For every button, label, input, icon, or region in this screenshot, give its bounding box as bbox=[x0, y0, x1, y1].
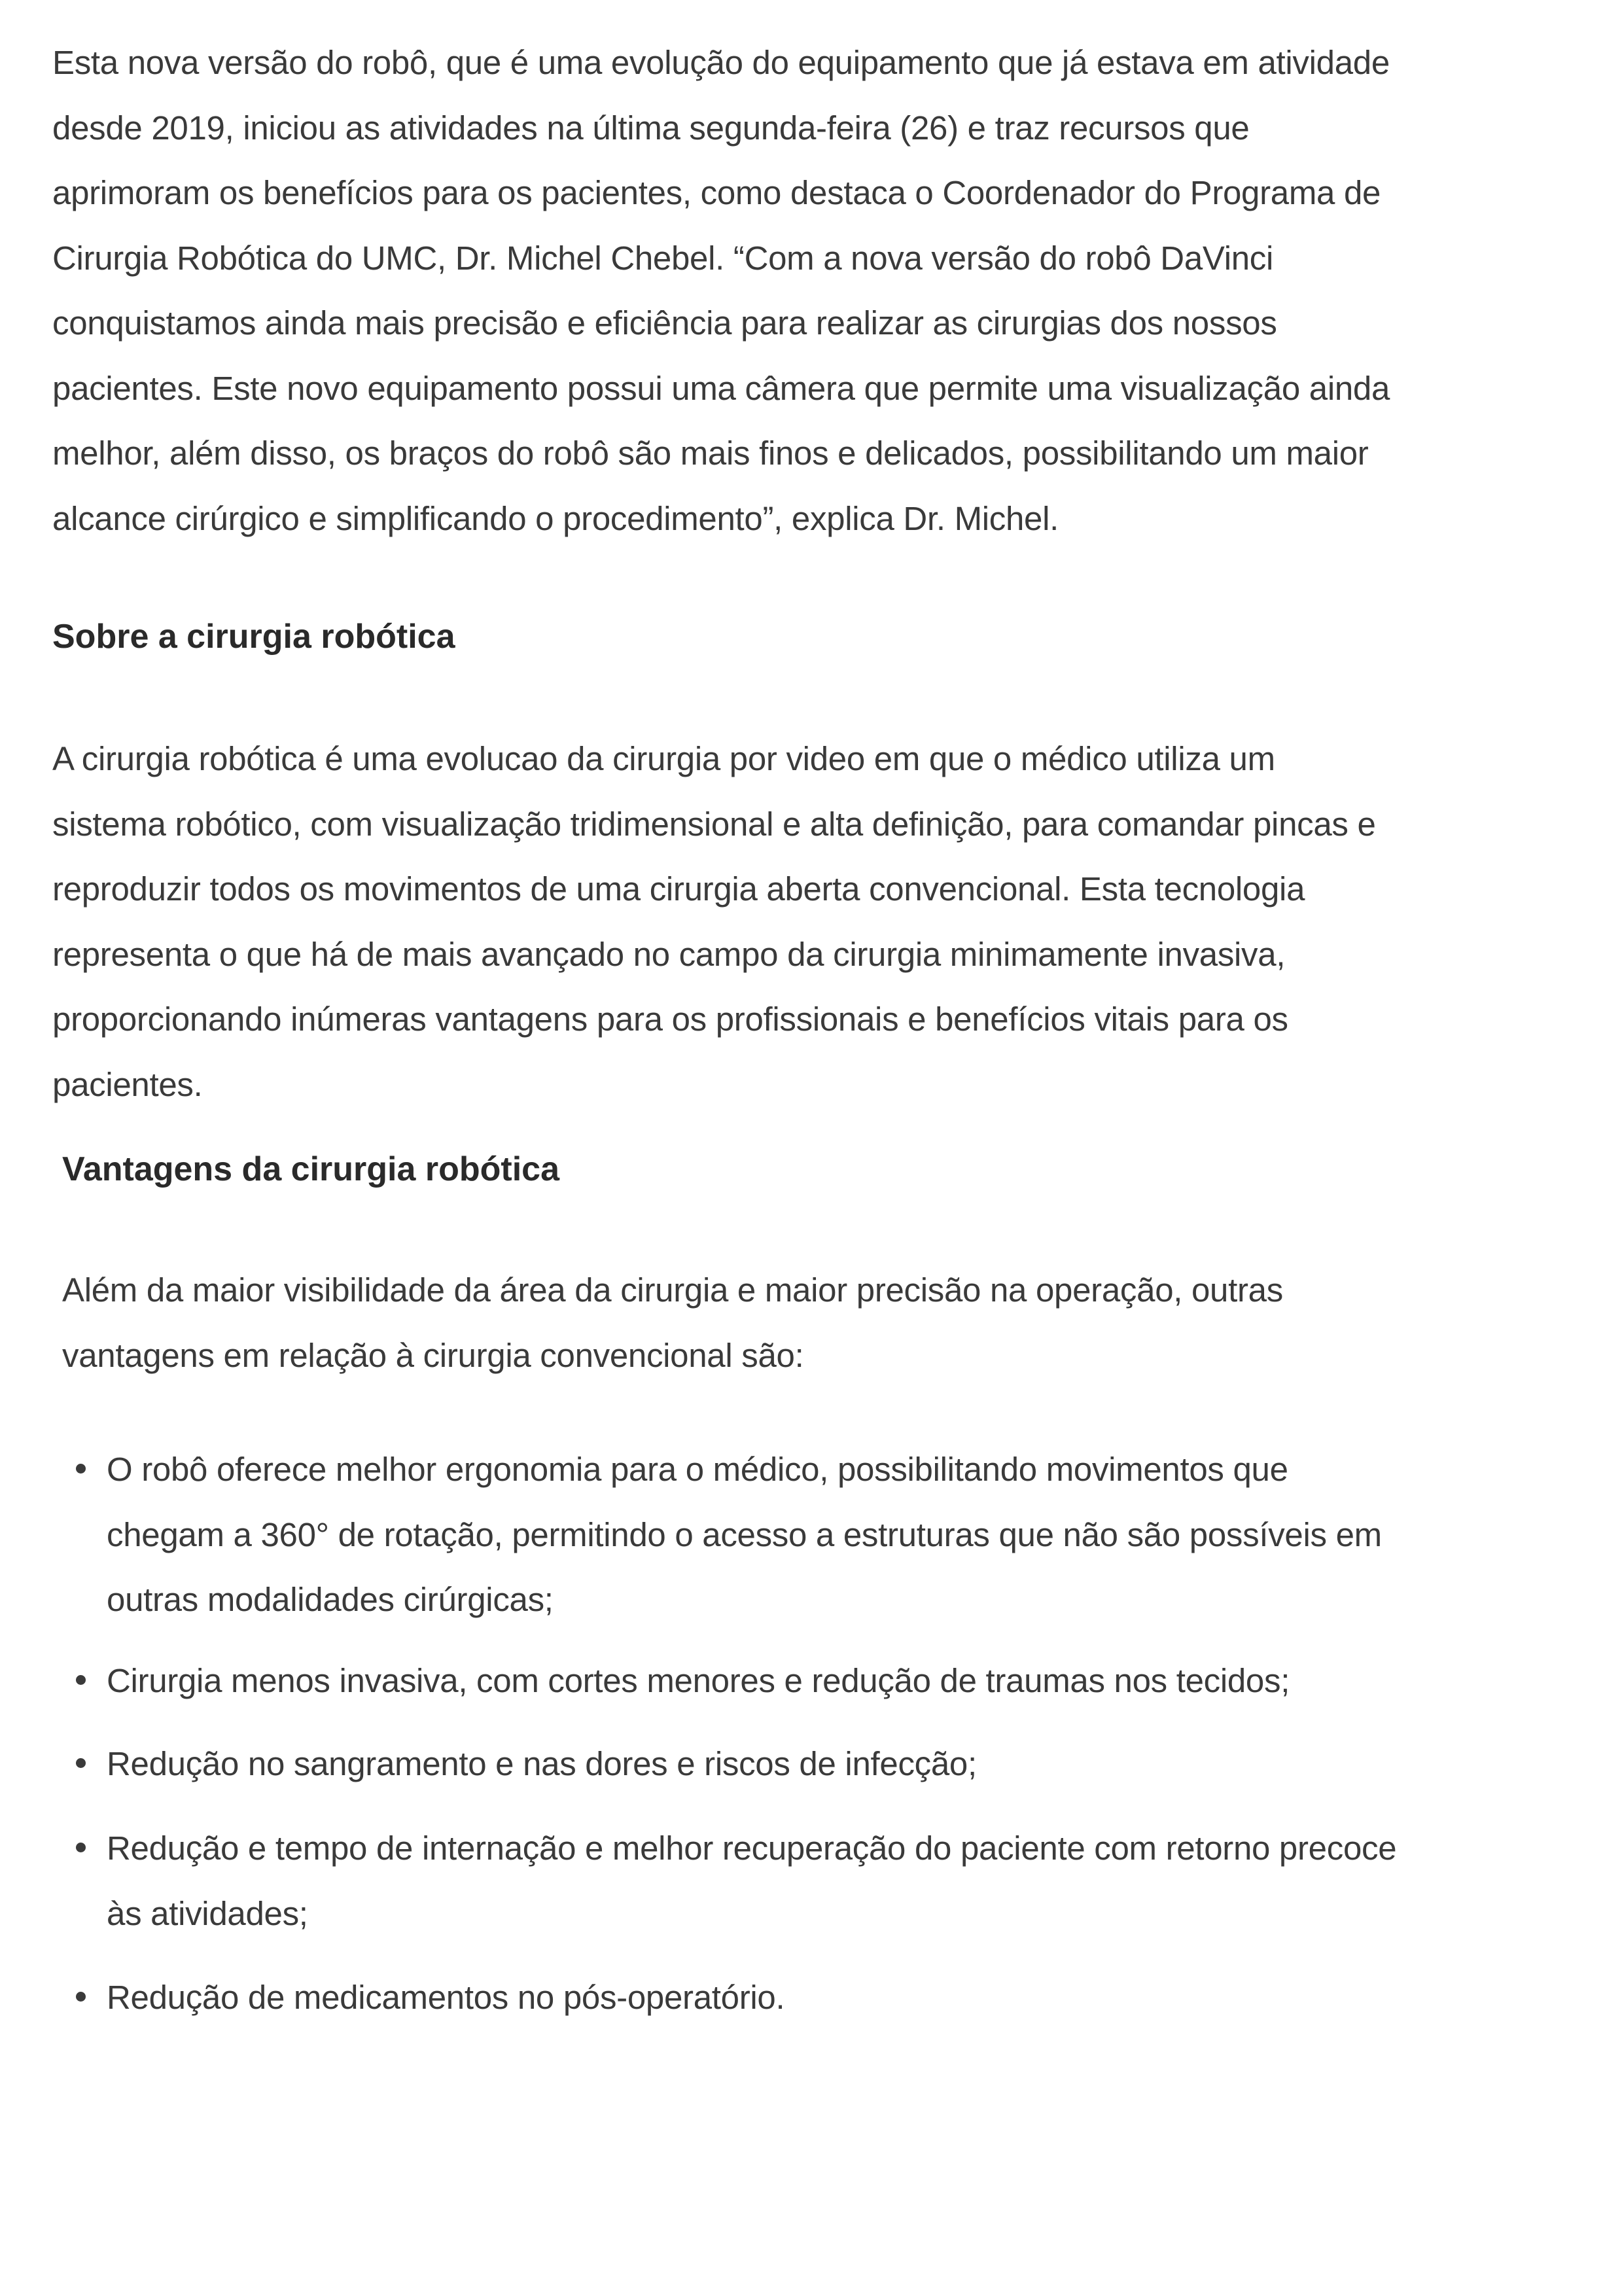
intro-line: aprimoram os benefícios para os pacientes, como destaca o Coordenador do Programa de bbox=[52, 174, 1381, 211]
advantages-intro-line: vantagens em relação à cirurgia convencional são: bbox=[62, 1336, 804, 1374]
list-item-line: chegam a 360° de rotação, permitindo o acesso a estruturas que não são possíveis em bbox=[107, 1515, 1382, 1553]
intro-line: Esta nova versão do robô, que é uma evolução do equipamento que já estava em atividade bbox=[52, 44, 1390, 81]
intro-line: desde 2019, iniciou as atividades na última segunda-feira (26) e traz recursos que bbox=[52, 109, 1250, 147]
list-item bbox=[107, 1816, 1396, 1946]
about-line: reproduzir todos os movimentos de uma cirurgia aberta convencional. Esta tecnologia bbox=[52, 870, 1305, 908]
list-item bbox=[107, 1437, 1382, 1633]
bullet-icon bbox=[76, 1758, 86, 1768]
intro-line: pacientes. Este novo equipamento possui uma câmera que permite uma visualização ainda bbox=[52, 369, 1390, 407]
about-line: sistema robótico, com visualização tridimensional e alta definição, para comandar pincas e bbox=[52, 805, 1376, 843]
about-line: A cirurgia robótica é uma evolucao da cirurgia por video em que o médico utiliza um bbox=[52, 740, 1275, 777]
about-line: pacientes. bbox=[52, 1065, 203, 1103]
list-item bbox=[107, 1731, 977, 1797]
list-item-line: Redução e tempo de internação e melhor recuperação do paciente com retorno precoce bbox=[107, 1829, 1397, 1867]
list-item-line: Redução de medicamentos no pós-operatório. bbox=[107, 1979, 785, 2016]
list-item-line: outras modalidades cirúrgicas; bbox=[107, 1581, 554, 1618]
about-line: proporcionando inúmeras vantagens para os profissionais e benefícios vitais para os bbox=[52, 1000, 1288, 1038]
advantages-intro-line: Além da maior visibilidade da área da cirurgia e maior precisão na operação, outras bbox=[62, 1271, 1283, 1309]
list-item-line: às atividades; bbox=[107, 1894, 308, 1932]
intro-line: Cirurgia Robótica do UMC, Dr. Michel Chebel. “Com a nova versão do robô DaVinci bbox=[52, 239, 1274, 277]
intro-line: alcance cirúrgico e simplificando o procedimento”, explica Dr. Michel. bbox=[52, 499, 1059, 537]
list-item-line: O robô oferece melhor ergonomia para o médico, possibilitando movimentos que bbox=[107, 1451, 1288, 1488]
intro-paragraph bbox=[52, 30, 1390, 551]
bullet-icon bbox=[76, 1843, 86, 1852]
section-heading-advantages: Vantagens da cirurgia robótica bbox=[62, 1150, 559, 1188]
list-item bbox=[107, 1965, 785, 2030]
bullet-icon bbox=[76, 1464, 86, 1474]
list-item bbox=[107, 1648, 1290, 1714]
about-paragraph bbox=[52, 726, 1376, 1117]
bullet-icon bbox=[76, 1675, 86, 1685]
bullet-icon bbox=[76, 1992, 86, 2002]
intro-line: conquistamos ainda mais precisão e eficiência para realizar as cirurgias dos nossos bbox=[52, 304, 1277, 342]
section-heading-about: Sobre a cirurgia robótica bbox=[52, 618, 455, 656]
about-line: representa o que há de mais avançado no campo da cirurgia minimamente invasiva, bbox=[52, 935, 1286, 973]
list-item-line: Cirurgia menos invasiva, com cortes menores e redução de traumas nos tecidos; bbox=[107, 1662, 1290, 1699]
intro-line: melhor, além disso, os braços do robô são mais finos e delicados, possibilitando um maior bbox=[52, 434, 1369, 472]
list-item-line: Redução no sangramento e nas dores e riscos de infecção; bbox=[107, 1745, 977, 1782]
advantages-intro-paragraph bbox=[62, 1258, 1283, 1388]
